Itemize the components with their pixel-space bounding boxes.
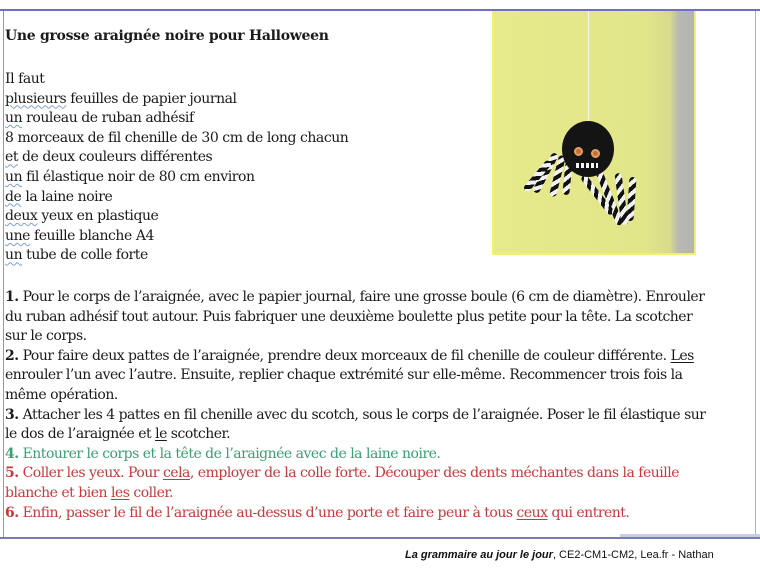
step-1-cont: sur le corps. bbox=[5, 328, 87, 345]
spider-eye-icon bbox=[574, 147, 583, 156]
worksheet bbox=[5, 26, 755, 521]
spider-eye-icon bbox=[591, 149, 600, 158]
material-item: un tube de colle forte bbox=[5, 247, 148, 264]
page-frame-bottom bbox=[0, 537, 760, 539]
step-1: 1. Pour le corps de l’araignée, avec le papier journal, faire une grosse boule (6 cm de diamètre). Enrouler bbox=[5, 289, 705, 305]
material-item: de la laine noire bbox=[5, 188, 113, 205]
spider-leg bbox=[626, 177, 636, 221]
page-title: Une grosse araignée noire pour Halloween bbox=[5, 28, 329, 44]
spider-fangs bbox=[576, 163, 598, 168]
spider-body bbox=[562, 121, 614, 177]
instructions-list bbox=[5, 288, 755, 523]
materials-heading: Il faut bbox=[5, 71, 45, 87]
page-frame-right bbox=[755, 11, 756, 538]
book-title: La grammaire au jour le jour bbox=[405, 549, 553, 561]
material-item: plusieurs feuilles de papier journal bbox=[5, 90, 237, 107]
spider-photo bbox=[492, 11, 696, 255]
step-2-cont: même opération. bbox=[5, 386, 118, 403]
step-5-cont: blanche et bien les coller. bbox=[5, 484, 173, 501]
step-1-cont: du ruban adhésif tout autour. Puis fabriquer une deuxième boulette plus petite pour la tête. La scotcher bbox=[5, 308, 693, 325]
material-item: une feuille blanche A4 bbox=[5, 227, 154, 244]
step-3-cont: le dos de l’araignée et le scotcher. bbox=[5, 426, 231, 443]
step-2-cont: enrouler l’un avec l’autre. Ensuite, replier chaque extrémité sur elle-même. Recommencer trois fois la bbox=[5, 367, 683, 384]
page-frame-left bbox=[3, 11, 4, 538]
material-item: et de deux couleurs différentes bbox=[5, 149, 213, 166]
material-item: deux yeux en plastique bbox=[5, 208, 159, 225]
source-credit: La grammaire au jour le jour, CE2-CM1-CM2, Lea.fr - Nathan bbox=[405, 549, 714, 561]
material-item: 8 morceaux de fil chenille de 30 cm de long chacun bbox=[5, 129, 349, 146]
step-4: 4. Entourer le corps et la tête de l’araignée avec de la laine noire. bbox=[5, 445, 441, 462]
step-5: 5. Coller les yeux. Pour cela, employer de la colle forte. Découper des dents méchantes dans la feuille bbox=[5, 465, 679, 482]
step-6: 6. Enfin, passer le fil de l’araignée au-dessus d’une porte et faire peur à tous ceux qui entrent. bbox=[5, 504, 630, 521]
materials-list bbox=[5, 70, 348, 266]
step-2: 2. Pour faire deux pattes de l’araignée, prendre deux morceaux de fil chenille de couleur différente. Les bbox=[5, 347, 694, 364]
material-item: un fil élastique noir de 80 cm environ bbox=[5, 168, 255, 185]
material-item: un rouleau de ruban adhésif bbox=[5, 110, 194, 127]
step-3: 3. Attacher les 4 pattes en fil chenille avec du scotch, sous le corps de l’araignée. Poser le fil élastique sur bbox=[5, 406, 706, 423]
